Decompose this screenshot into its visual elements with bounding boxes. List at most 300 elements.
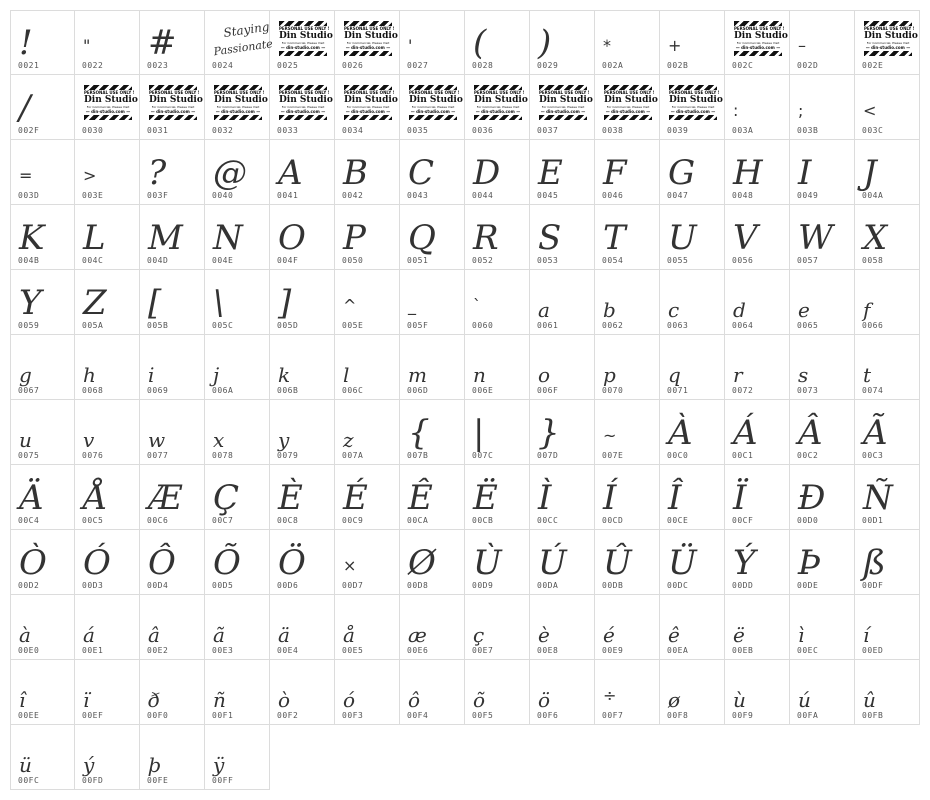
unicode-code-label: 0041 — [277, 191, 299, 200]
unicode-code-label: 002B — [667, 61, 689, 70]
glyph-cell — [270, 595, 335, 660]
unicode-code-label: 00E2 — [147, 646, 169, 655]
glyph-cell — [10, 725, 75, 790]
glyph-sample: | — [473, 413, 485, 453]
glyph-cell — [205, 725, 270, 790]
glyph-sample: ê — [668, 623, 680, 647]
unicode-code-label: 00FB — [862, 711, 884, 720]
glyph-cell — [10, 660, 75, 725]
banner-line4: — din-studio.com — — [865, 45, 911, 50]
glyph-cell — [335, 400, 400, 465]
glyph-cell — [205, 270, 270, 335]
banner-stripe — [279, 51, 327, 56]
glyph-sample: æ — [408, 623, 427, 647]
unicode-code-label: 00DD — [732, 581, 754, 590]
unicode-code-label: 00F9 — [732, 711, 754, 720]
glyph-cell — [855, 205, 920, 270]
glyph-sample: ø — [668, 688, 681, 712]
unicode-code-label: 00D2 — [18, 581, 40, 590]
glyph-cell — [660, 660, 725, 725]
personal-use-banner — [344, 85, 398, 121]
glyph-cell — [595, 660, 660, 725]
staying-passionate-logo — [212, 19, 274, 59]
banner-line2: Din Studio — [344, 95, 398, 105]
glyph-cell — [855, 465, 920, 530]
glyph-cell — [335, 660, 400, 725]
banner-line1: PERSONAL USE ONLY ! — [604, 90, 655, 95]
glyph-cell — [660, 335, 725, 400]
glyph-sample: ó — [343, 688, 356, 712]
glyph-cell — [595, 140, 660, 205]
glyph-sample: Î — [668, 478, 682, 518]
glyph-sample: ' — [408, 36, 413, 55]
banner-line1: PERSONAL USE ONLY ! — [149, 90, 200, 95]
glyph-cell — [855, 10, 920, 75]
banner-line4: — din-studio.com — — [735, 45, 781, 50]
unicode-code-label: 00EA — [667, 646, 689, 655]
glyph-sample: ô — [408, 688, 421, 712]
banner-line2: Din Studio — [279, 31, 333, 41]
glyph-sample: l — [343, 363, 350, 387]
glyph-cell — [790, 75, 855, 140]
banner-line4: — din-studio.com — — [410, 109, 456, 114]
unicode-code-label: 0038 — [602, 126, 624, 135]
unicode-code-label: 007E — [602, 451, 624, 460]
glyph-sample: ü — [19, 753, 32, 777]
glyph-cell — [75, 465, 140, 530]
glyph-cell — [725, 465, 790, 530]
glyph-sample: ß — [863, 543, 886, 583]
glyph-sample: L — [83, 218, 106, 258]
unicode-code-label: 00C2 — [797, 451, 819, 460]
unicode-code-label: 006C — [342, 386, 364, 395]
banner-line2: Din Studio — [149, 95, 203, 105]
glyph-sample: ù — [733, 688, 746, 712]
glyph-grid — [10, 10, 920, 790]
unicode-code-label: 0045 — [537, 191, 559, 200]
glyph-cell — [400, 400, 465, 465]
glyph-sample: – — [798, 36, 806, 55]
glyph-cell — [595, 400, 660, 465]
glyph-cell — [10, 140, 75, 205]
glyph-cell — [75, 530, 140, 595]
unicode-code-label: 00C9 — [342, 516, 364, 525]
unicode-code-label: 00FF — [212, 776, 234, 785]
unicode-code-label: 0035 — [407, 126, 429, 135]
glyph-cell — [530, 205, 595, 270]
glyph-sample: ! — [19, 23, 33, 63]
glyph-cell — [530, 660, 595, 725]
glyph-cell — [855, 530, 920, 595]
glyph-cell — [10, 10, 75, 75]
unicode-code-label: 0076 — [82, 451, 104, 460]
unicode-code-label: 00C3 — [862, 451, 884, 460]
glyph-cell — [790, 205, 855, 270]
glyph-sample: û — [863, 688, 876, 712]
unicode-code-label: 00EE — [18, 711, 40, 720]
banner-stripe — [734, 51, 782, 56]
glyph-sample: ÷ — [603, 686, 617, 705]
glyph-cell — [660, 75, 725, 140]
glyph-cell — [10, 530, 75, 595]
glyph-sample: ñ — [213, 688, 226, 712]
unicode-code-label: 00DB — [602, 581, 624, 590]
glyph-cell — [465, 530, 530, 595]
glyph-cell — [270, 335, 335, 400]
glyph-cell — [595, 530, 660, 595]
glyph-sample: t — [863, 363, 872, 387]
unicode-code-label: 0068 — [82, 386, 104, 395]
unicode-code-label: 0037 — [537, 126, 559, 135]
banner-line3: For Commercial, Please Visit — [151, 105, 195, 109]
unicode-code-label: 00E9 — [602, 646, 624, 655]
unicode-code-label: 0070 — [602, 386, 624, 395]
glyph-sample: È — [278, 478, 303, 518]
unicode-code-label: 00D4 — [147, 581, 169, 590]
unicode-code-label: 002F — [18, 126, 40, 135]
glyph-sample: n — [473, 363, 486, 387]
glyph-cell — [75, 10, 140, 75]
glyph-sample: ` — [473, 296, 481, 315]
unicode-code-label: 0056 — [732, 256, 754, 265]
glyph-cell — [75, 725, 140, 790]
banner-line2: Din Studio — [344, 31, 398, 41]
banner-line3: For Commercial, Please Visit — [411, 105, 455, 109]
unicode-code-label: 00EB — [732, 646, 754, 655]
glyph-sample: À — [668, 413, 693, 453]
glyph-sample: y — [278, 428, 290, 452]
personal-use-banner — [84, 85, 138, 121]
glyph-sample: Õ — [213, 543, 241, 583]
glyph-cell — [530, 270, 595, 335]
glyph-cell — [335, 205, 400, 270]
unicode-code-label: 004D — [147, 256, 169, 265]
glyph-sample: á — [83, 623, 95, 647]
unicode-code-label: 0060 — [472, 321, 494, 330]
glyph-cell — [595, 270, 660, 335]
glyph-sample: Ï — [733, 478, 747, 518]
unicode-code-label: 00DF — [862, 581, 884, 590]
glyph-sample: < — [863, 101, 877, 120]
glyph-cell — [790, 10, 855, 75]
personal-use-banner — [864, 21, 918, 57]
banner-line2: Din Studio — [604, 95, 658, 105]
banner-line1: PERSONAL USE ONLY ! — [734, 26, 785, 31]
glyph-cell — [530, 140, 595, 205]
glyph-sample: ç — [473, 623, 485, 647]
unicode-code-label: 0069 — [147, 386, 169, 395]
banner-stripe — [84, 115, 132, 120]
unicode-code-label: 00F1 — [212, 711, 234, 720]
glyph-cell — [335, 140, 400, 205]
glyph-cell — [10, 400, 75, 465]
unicode-code-label: 00CE — [667, 516, 689, 525]
glyph-cell — [140, 725, 205, 790]
banner-line1: PERSONAL USE ONLY ! — [84, 90, 135, 95]
unicode-code-label: 00E0 — [18, 646, 40, 655]
glyph-cell — [335, 465, 400, 530]
unicode-code-label: 0062 — [602, 321, 624, 330]
unicode-code-label: 0048 — [732, 191, 754, 200]
glyph-cell — [270, 270, 335, 335]
unicode-code-label: 0042 — [342, 191, 364, 200]
unicode-code-label: 00C0 — [667, 451, 689, 460]
glyph-cell — [140, 140, 205, 205]
glyph-sample: Ø — [408, 543, 436, 583]
banner-line3: For Commercial, Please Visit — [86, 105, 130, 109]
glyph-cell — [725, 205, 790, 270]
unicode-code-label: 003B — [797, 126, 819, 135]
unicode-code-label: 006D — [407, 386, 429, 395]
glyph-sample: F — [603, 153, 627, 193]
unicode-code-label: 00F2 — [277, 711, 299, 720]
glyph-sample: ò — [278, 688, 291, 712]
unicode-code-label: 00EF — [82, 711, 104, 720]
glyph-sample: z — [343, 428, 354, 452]
glyph-cell — [660, 465, 725, 530]
unicode-code-label: 004F — [277, 256, 299, 265]
unicode-code-label: 00DE — [797, 581, 819, 590]
banner-line4: — din-studio.com — — [540, 109, 586, 114]
personal-use-banner — [539, 85, 593, 121]
glyph-cell — [465, 595, 530, 660]
glyph-cell — [205, 660, 270, 725]
unicode-code-label: 00E5 — [342, 646, 364, 655]
glyph-sample: Í — [603, 478, 617, 518]
glyph-sample: ä — [278, 623, 290, 647]
unicode-code-label: 0064 — [732, 321, 754, 330]
unicode-code-label: 006B — [277, 386, 299, 395]
unicode-code-label: 0027 — [407, 61, 429, 70]
glyph-sample: ~ — [603, 426, 617, 445]
glyph-cell — [270, 10, 335, 75]
banner-line1: PERSONAL USE ONLY ! — [214, 90, 265, 95]
glyph-sample: ) — [538, 23, 552, 63]
banner-stripe — [279, 115, 327, 120]
glyph-cell — [660, 140, 725, 205]
glyph-cell — [205, 140, 270, 205]
glyph-sample: Ü — [668, 543, 697, 583]
unicode-code-label: 00C6 — [147, 516, 169, 525]
glyph-sample: h — [83, 363, 96, 387]
unicode-code-label: 003E — [82, 191, 104, 200]
glyph-cell — [335, 270, 400, 335]
banner-stripe — [669, 115, 717, 120]
unicode-code-label: 003C — [862, 126, 884, 135]
unicode-code-label: 004E — [212, 256, 234, 265]
unicode-code-label: 006A — [212, 386, 234, 395]
glyph-cell — [205, 205, 270, 270]
glyph-sample: u — [19, 428, 32, 452]
unicode-code-label: 0043 — [407, 191, 429, 200]
unicode-code-label: 0061 — [537, 321, 559, 330]
glyph-cell — [790, 270, 855, 335]
banner-line4: — din-studio.com — — [215, 109, 261, 114]
glyph-sample: å — [343, 623, 355, 647]
glyph-sample: s — [798, 363, 809, 387]
banner-line4: — din-studio.com — — [150, 109, 196, 114]
glyph-cell — [140, 270, 205, 335]
unicode-code-label: 005E — [342, 321, 364, 330]
glyph-cell — [140, 335, 205, 400]
glyph-sample: ë — [733, 623, 745, 647]
banner-line2: Din Studio — [214, 95, 268, 105]
unicode-code-label: 0067 — [18, 386, 40, 395]
glyph-cell — [530, 10, 595, 75]
glyph-sample: U — [668, 218, 697, 258]
unicode-code-label: 0052 — [472, 256, 494, 265]
unicode-code-label: 00F4 — [407, 711, 429, 720]
unicode-code-label: 00D6 — [277, 581, 299, 590]
unicode-code-label: 005D — [277, 321, 299, 330]
glyph-sample: k — [278, 363, 291, 387]
unicode-code-label: 0036 — [472, 126, 494, 135]
unicode-code-label: 00CA — [407, 516, 429, 525]
unicode-code-label: 0075 — [18, 451, 40, 460]
glyph-cell — [660, 595, 725, 660]
glyph-cell — [660, 530, 725, 595]
glyph-cell — [205, 10, 274, 75]
unicode-code-label: 0058 — [862, 256, 884, 265]
glyph-cell — [140, 465, 205, 530]
glyph-sample: m — [408, 363, 427, 387]
banner-line4: — din-studio.com — — [85, 109, 131, 114]
unicode-code-label: 004C — [82, 256, 104, 265]
glyph-cell — [140, 660, 205, 725]
glyph-sample: Ô — [148, 543, 176, 583]
unicode-code-label: 00F5 — [472, 711, 494, 720]
unicode-code-label: 00F8 — [667, 711, 689, 720]
glyph-sample: / — [19, 88, 31, 128]
banner-line1: PERSONAL USE ONLY ! — [279, 90, 330, 95]
glyph-sample: p — [603, 363, 616, 387]
banner-line4: — din-studio.com — — [280, 45, 326, 50]
glyph-sample: E — [538, 153, 563, 193]
glyph-cell — [140, 75, 205, 140]
glyph-sample: g — [19, 363, 32, 387]
glyph-cell — [10, 465, 75, 530]
unicode-code-label: 00D1 — [862, 516, 884, 525]
glyph-cell — [725, 400, 790, 465]
banner-line1: PERSONAL USE ONLY ! — [864, 26, 915, 31]
unicode-code-label: 0077 — [147, 451, 169, 460]
unicode-code-label: 004A — [862, 191, 884, 200]
glyph-cell — [595, 205, 660, 270]
glyph-sample: Ñ — [863, 478, 893, 518]
unicode-code-label: 00E7 — [472, 646, 494, 655]
banner-line2: Din Studio — [279, 95, 333, 105]
glyph-sample: í — [863, 623, 870, 647]
glyph-cell — [270, 400, 335, 465]
glyph-cell — [465, 400, 530, 465]
banner-stripe — [864, 51, 912, 56]
glyph-cell — [530, 400, 595, 465]
glyph-cell — [400, 530, 465, 595]
unicode-code-label: 0023 — [147, 61, 169, 70]
personal-use-banner — [409, 85, 463, 121]
glyph-sample: w — [148, 428, 166, 452]
unicode-code-label: 007C — [472, 451, 494, 460]
glyph-sample: Ö — [278, 543, 306, 583]
unicode-code-label: 00FC — [18, 776, 40, 785]
unicode-code-label: 0049 — [797, 191, 819, 200]
banner-stripe — [409, 115, 457, 120]
glyph-sample: [ — [148, 283, 162, 323]
glyph-sample: Ã — [863, 413, 888, 453]
glyph-cell — [725, 10, 790, 75]
banner-stripe — [149, 115, 197, 120]
unicode-code-label: 0053 — [537, 256, 559, 265]
glyph-sample: Q — [408, 218, 436, 258]
glyph-cell — [595, 465, 660, 530]
glyph-sample: P — [343, 218, 366, 258]
unicode-code-label: 003D — [18, 191, 40, 200]
banner-line3: For Commercial, Please Visit — [476, 105, 520, 109]
glyph-sample: X — [863, 218, 888, 258]
unicode-code-label: 00E1 — [82, 646, 104, 655]
personal-use-banner — [604, 85, 658, 121]
glyph-sample: Ë — [473, 478, 498, 518]
glyph-cell — [335, 595, 400, 660]
glyph-sample: } — [538, 413, 560, 453]
unicode-code-label: 005A — [82, 321, 104, 330]
glyph-cell — [855, 595, 920, 660]
unicode-code-label: 0065 — [797, 321, 819, 330]
glyph-sample: c — [668, 298, 680, 322]
glyph-cell — [595, 335, 660, 400]
glyph-sample: H — [733, 153, 763, 193]
glyph-sample: Ç — [213, 478, 240, 518]
glyph-sample: { — [408, 413, 430, 453]
glyph-cell — [10, 75, 75, 140]
glyph-cell — [75, 660, 140, 725]
unicode-code-label: 00F7 — [602, 711, 624, 720]
unicode-code-label: 00DA — [537, 581, 559, 590]
unicode-code-label: 002A — [602, 61, 624, 70]
glyph-cell — [725, 660, 790, 725]
unicode-code-label: 0057 — [797, 256, 819, 265]
banner-line4: — din-studio.com — — [605, 109, 651, 114]
unicode-code-label: 00DC — [667, 581, 689, 590]
glyph-sample: ] — [278, 283, 292, 323]
unicode-code-label: 0021 — [18, 61, 40, 70]
glyph-sample: f — [863, 298, 871, 322]
unicode-code-label: 00E8 — [537, 646, 559, 655]
unicode-code-label: 0032 — [212, 126, 234, 135]
glyph-cell — [855, 660, 920, 725]
glyph-sample: i — [148, 363, 155, 387]
unicode-code-label: 00D3 — [82, 581, 104, 590]
glyph-cell — [465, 270, 530, 335]
banner-stripe — [344, 115, 392, 120]
glyph-sample: é — [603, 623, 615, 647]
glyph-cell — [75, 270, 140, 335]
glyph-cell — [270, 140, 335, 205]
unicode-code-label: 002C — [732, 61, 754, 70]
glyph-sample: × — [343, 556, 357, 575]
glyph-sample: è — [538, 623, 550, 647]
unicode-code-label: 007B — [407, 451, 429, 460]
glyph-cell — [530, 75, 595, 140]
glyph-cell — [530, 335, 595, 400]
glyph-cell — [465, 205, 530, 270]
glyph-sample: v — [83, 428, 95, 452]
glyph-sample: ð — [148, 688, 161, 712]
banner-line1: PERSONAL USE ONLY ! — [344, 26, 395, 31]
glyph-cell — [530, 595, 595, 660]
unicode-code-label: 0071 — [667, 386, 689, 395]
personal-use-banner — [214, 85, 268, 121]
